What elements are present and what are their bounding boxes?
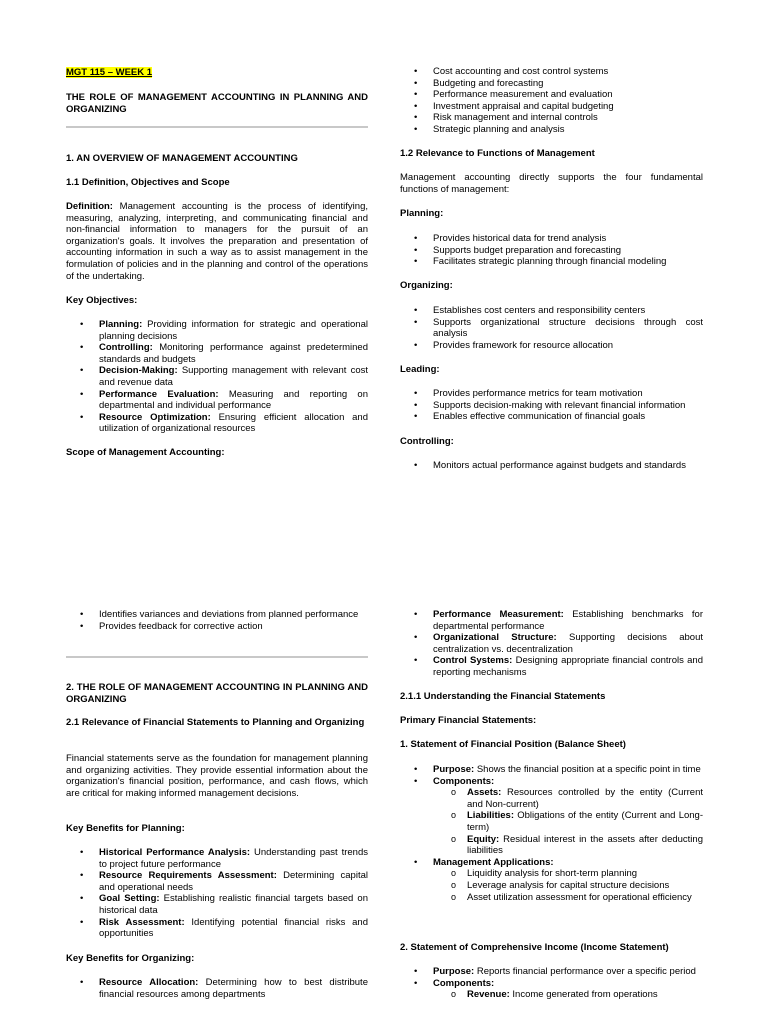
item-text: Understanding past trends to project future performance bbox=[99, 847, 368, 870]
item-label: Historical Performance Analysis: bbox=[99, 847, 251, 858]
item-text: Monitoring performance against predetermined standards and budgets bbox=[99, 342, 368, 365]
income-statement-heading: 2. Statement of Comprehensive Income (Income Statement) bbox=[400, 942, 669, 953]
organizing-benefits-continued-list bbox=[400, 609, 703, 679]
income-statement-wrap bbox=[400, 966, 703, 1001]
item-label: Components: bbox=[433, 775, 495, 787]
item-label: Planning: bbox=[99, 319, 143, 330]
item-label: Decision-Making: bbox=[99, 365, 178, 377]
list-item: • Enables effective communication of financial goals bbox=[400, 411, 703, 423]
item-text: Measuring and reporting on departmental and individual performance bbox=[99, 388, 369, 412]
sub-list-item bbox=[433, 834, 703, 857]
list-item bbox=[400, 655, 703, 678]
sub-list bbox=[433, 787, 703, 857]
leading-heading: Leading: bbox=[400, 364, 440, 375]
section-1-2-intro: Management accounting directly supports the four fundamental functions of management: bbox=[400, 172, 703, 195]
item-text: Determining how to best distribute financial resources among departments bbox=[99, 977, 368, 1000]
list-item: • Supports budget preparation and forecasting bbox=[400, 245, 703, 257]
list-item: • Budgeting and forecasting bbox=[400, 78, 703, 90]
list-item: • Supports organizational structure decisions through cost analysis bbox=[400, 317, 703, 340]
section-2-1-heading: 2.1 Relevance of Financial Statements to Planning and Organizing bbox=[66, 717, 365, 728]
organizing-list bbox=[400, 305, 703, 351]
leading-list bbox=[400, 388, 703, 423]
list-item bbox=[66, 342, 368, 365]
benefits-organizing-wrap bbox=[66, 977, 368, 1000]
section-1-heading: 1. AN OVERVIEW OF MANAGEMENT ACCOUNTING bbox=[66, 153, 298, 164]
sub-list-item bbox=[433, 787, 703, 810]
item-label: Goal Setting: bbox=[99, 893, 160, 905]
list-item bbox=[400, 857, 703, 903]
item-label: Assets: bbox=[467, 787, 502, 799]
list-item bbox=[66, 412, 368, 435]
item-label: Controlling: bbox=[99, 342, 153, 354]
divider bbox=[66, 126, 368, 128]
balance-sheet-list bbox=[400, 764, 703, 903]
list-item bbox=[66, 365, 368, 388]
item-text: Providing information for strategic and operational planning decisions bbox=[99, 319, 368, 342]
balance-sheet-wrap bbox=[400, 764, 703, 903]
document-title: THE ROLE OF MANAGEMENT ACCOUNTING IN PLANNING AND ORGANIZING bbox=[66, 92, 368, 115]
section-2-1-paragraph: Financial statements serve as the foundation for management planning and organizing activities. They provide essential information about the organization's financial position, performance, and cash flows, which are critical for making informed management decisions. bbox=[66, 753, 368, 799]
primary-statements-heading: Primary Financial Statements: bbox=[400, 715, 537, 726]
objectives-list-wrap bbox=[66, 319, 368, 435]
sub-list-item: o Asset utilization assessment for operational efficiency bbox=[433, 892, 703, 904]
list-item bbox=[400, 609, 703, 632]
balance-sheet-heading: 1. Statement of Financial Position (Balance Sheet) bbox=[400, 739, 626, 750]
list-item: • Supports decision-making with relevant financial information bbox=[400, 400, 703, 412]
list-item bbox=[66, 977, 368, 1000]
organizing-heading: Organizing: bbox=[400, 280, 453, 291]
organizing-list-wrap bbox=[400, 305, 703, 351]
control-continued-wrap bbox=[66, 609, 368, 632]
list-item: • Provides framework for resource allocation bbox=[400, 340, 703, 352]
list-item: • Investment appraisal and capital budgeting bbox=[400, 101, 703, 113]
list-item: • Strategic planning and analysis bbox=[400, 124, 703, 136]
planning-list bbox=[400, 233, 703, 268]
list-item: • Establishes cost centers and responsibility centers bbox=[400, 305, 703, 317]
item-label: Purpose: bbox=[433, 966, 475, 977]
item-text: Ensuring efficient allocation and utilization of organizational resources bbox=[99, 411, 369, 435]
benefits-organizing-heading: Key Benefits for Organizing: bbox=[66, 953, 195, 964]
list-item bbox=[400, 966, 703, 978]
definition-label: Definition: bbox=[66, 201, 113, 212]
item-label: Control Systems: bbox=[433, 655, 513, 667]
benefits-organizing-list bbox=[66, 977, 368, 1000]
item-label: Performance Measurement: bbox=[433, 609, 564, 620]
benefits-planning-list bbox=[66, 847, 368, 940]
benefits-planning-heading: Key Benefits for Planning: bbox=[66, 823, 185, 834]
list-item: • Performance measurement and evaluation bbox=[400, 89, 703, 101]
divider bbox=[66, 656, 368, 658]
item-text: Shows the financial position at a specific point in time bbox=[474, 764, 701, 775]
income-statement-list bbox=[400, 966, 703, 1001]
item-label: Liabilities: bbox=[467, 810, 514, 822]
course-tag bbox=[66, 67, 368, 79]
item-label: Components: bbox=[433, 977, 495, 989]
sub-list bbox=[433, 868, 703, 903]
controlling-list-wrap bbox=[400, 460, 703, 472]
sub-list-item: o Liquidity analysis for short-term planning bbox=[433, 868, 703, 880]
sub-list-item: o Leverage analysis for capital structure decisions bbox=[433, 880, 703, 892]
item-label: Purpose: bbox=[433, 764, 475, 775]
list-item bbox=[400, 764, 703, 776]
scope-list-wrap bbox=[400, 66, 703, 136]
item-text: Supporting management with relevant cost and revenue data bbox=[99, 365, 368, 388]
sub-list bbox=[433, 989, 703, 1001]
objectives-list bbox=[66, 319, 368, 435]
list-item bbox=[66, 847, 368, 870]
list-item bbox=[400, 978, 703, 1001]
item-label: Resource Requirements Assessment: bbox=[99, 870, 277, 882]
planning-list-wrap bbox=[400, 233, 703, 268]
course-code: MGT 115 – WEEK 1 bbox=[66, 67, 153, 78]
item-label: Performance Evaluation: bbox=[99, 388, 219, 400]
list-item: • Provides feedback for corrective action bbox=[66, 621, 368, 633]
item-text: Identifying potential financial risks and opportunities bbox=[99, 916, 368, 940]
benefits-planning-wrap bbox=[66, 847, 368, 940]
sub-list-item bbox=[433, 810, 703, 833]
list-item: • Provides performance metrics for team motivation bbox=[400, 388, 703, 400]
list-item bbox=[66, 389, 368, 412]
list-item: • Monitors actual performance against budgets and standards bbox=[400, 460, 703, 472]
control-continued-list bbox=[66, 609, 368, 632]
scope-list bbox=[400, 66, 703, 136]
controlling-list bbox=[400, 460, 703, 472]
list-item bbox=[400, 632, 703, 655]
item-label: Management Applications: bbox=[433, 856, 554, 868]
item-text: Resources controlled by the entity (Current and Non-current) bbox=[467, 787, 703, 810]
item-text: Establishing realistic financial targets based on historical data bbox=[99, 893, 368, 916]
list-item: • Risk management and internal controls bbox=[400, 112, 703, 124]
section-1-1-heading: 1.1 Definition, Objectives and Scope bbox=[66, 177, 230, 188]
list-item: • Provides historical data for trend analysis bbox=[400, 233, 703, 245]
item-text: Establishing benchmarks for departmental performance bbox=[433, 609, 703, 632]
list-item: • Cost accounting and cost control systems bbox=[400, 66, 703, 78]
item-text: Residual interest in the assets after deducting liabilities bbox=[467, 833, 703, 857]
leading-list-wrap bbox=[400, 388, 703, 423]
sub-list-item bbox=[433, 989, 703, 1001]
list-item: • Facilitates strategic planning through financial modeling bbox=[400, 256, 703, 268]
item-label: Risk Assessment: bbox=[99, 916, 185, 928]
item-text: Supporting decisions about centralization vs. decentralization bbox=[433, 632, 704, 655]
list-item bbox=[400, 776, 703, 857]
item-label: Resource Allocation: bbox=[99, 977, 199, 988]
item-text: Obligations of the entity (Current and Long-term) bbox=[467, 810, 703, 833]
item-label: Equity: bbox=[467, 833, 500, 845]
key-objectives-heading: Key Objectives: bbox=[66, 295, 138, 306]
item-text: Reports financial performance over a specific period bbox=[474, 966, 696, 977]
definition-text: Management accounting is the process of identifying, measuring, analyzing, interpreting, and communicating financial and non-financial information to managers for the pursuit of an organization's goals. It involves the preparation and presentation of accounting information in such a way as to assist management in the formulation of policies and in the planning and control of the operations of the undertaking. bbox=[66, 201, 368, 282]
controlling-heading: Controlling: bbox=[400, 436, 454, 447]
section-2-1-1-heading: 2.1.1 Understanding the Financial Statements bbox=[400, 691, 606, 702]
item-text: Income generated from operations bbox=[509, 989, 658, 1001]
item-text: Designing appropriate financial controls and reporting mechanisms bbox=[433, 655, 703, 678]
definition-paragraph bbox=[66, 201, 368, 282]
item-label: Revenue: bbox=[467, 989, 510, 1001]
list-item: • Identifies variances and deviations from planned performance bbox=[66, 609, 368, 621]
list-item bbox=[66, 870, 368, 893]
list-item bbox=[66, 893, 368, 916]
item-label: Organizational Structure: bbox=[433, 632, 557, 644]
organizing-benefits-continued-wrap bbox=[400, 609, 703, 679]
list-item bbox=[66, 319, 368, 342]
scope-heading: Scope of Management Accounting: bbox=[66, 447, 225, 458]
section-1-2-heading: 1.2 Relevance to Functions of Management bbox=[400, 148, 595, 159]
planning-heading: Planning: bbox=[400, 208, 444, 219]
item-text: Determining capital and operational needs bbox=[99, 870, 368, 893]
list-item bbox=[66, 917, 368, 940]
item-label: Resource Optimization: bbox=[99, 411, 211, 423]
section-2-heading: 2. THE ROLE OF MANAGEMENT ACCOUNTING IN PLANNING AND ORGANIZING bbox=[66, 682, 368, 705]
